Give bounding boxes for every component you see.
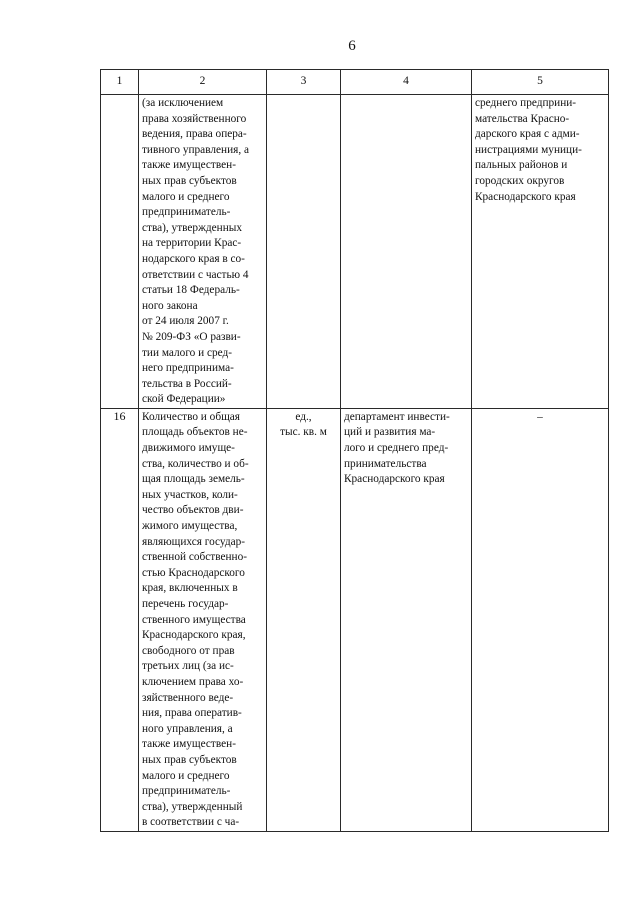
text-line: ственного имущества [142, 613, 246, 626]
text-line: Количество и общая [142, 410, 240, 423]
text-line: пальных районов и [475, 159, 568, 172]
text-line: ных прав субъектов [142, 753, 237, 766]
text-line: тыс. кв. м [280, 426, 327, 439]
notes-cell [472, 408, 609, 831]
text-line: среднего предприни- [475, 97, 577, 109]
text-line: тивного управления, а [142, 143, 249, 156]
unit-cell [267, 408, 341, 831]
text-line: от 24 июля 2007 г. [142, 315, 229, 328]
text-line: в соответствии с ча- [142, 816, 240, 829]
text-line: площадь объектов не- [142, 426, 248, 439]
text-line: перечень государ- [142, 598, 229, 610]
text-line: малого и среднего [142, 190, 230, 203]
text-line: ного управления, а [142, 722, 233, 735]
text-line: городских округов [475, 174, 565, 187]
text-line: дарского края с адми- [475, 128, 580, 141]
text-line: также имуществен- [142, 738, 236, 751]
header-col-2: 2 [139, 70, 267, 95]
text-line: ответствии с частью 4 [142, 268, 249, 281]
text-line: ключением права хо- [142, 675, 244, 688]
indicator-name-cell [139, 95, 267, 409]
text-line: ведения, права опера- [142, 128, 247, 141]
text-line: являющихся государ- [142, 535, 246, 548]
text-line: ед., [295, 410, 312, 423]
page-number: 6 [348, 38, 356, 54]
text-line: (за исключением [142, 97, 224, 109]
text-line: ственной собственно- [142, 551, 247, 564]
indicator-table [100, 69, 609, 832]
text-line: щая площадь земель- [142, 473, 245, 486]
text-line: предприниматель- [142, 785, 231, 798]
text-line: – [537, 410, 543, 423]
text-line: нистрациями муници- [475, 143, 582, 156]
text-line: мательства Красно- [475, 112, 570, 125]
text-line: Краснодарского края [475, 190, 576, 203]
header-col-5: 5 [472, 70, 609, 95]
table-row [101, 95, 609, 409]
text-line: малого и среднего [142, 769, 230, 782]
text-line: края, включенных в [142, 582, 238, 595]
text-line: предприниматель- [142, 206, 231, 219]
row-number-cell: 16 [101, 408, 139, 831]
text-line: тельства в Россий- [142, 377, 232, 390]
text-line: ской Федерации» [142, 393, 226, 406]
text-line: него предпринима- [142, 362, 234, 375]
row-number-cell [101, 95, 139, 409]
text-line: ций и развития ма- [344, 426, 436, 439]
text-line: ного закона [142, 299, 198, 312]
text-line: ных участков, коли- [142, 488, 238, 501]
text-line: права хозяйственного [142, 112, 247, 125]
text-line: тии малого и сред- [142, 346, 233, 359]
text-line: Краснодарского края [344, 473, 445, 486]
text-line: третьих лиц (за ис- [142, 660, 234, 673]
text-line: № 209-ФЗ «О разви- [142, 330, 241, 343]
text-line: ства, количество и об- [142, 457, 249, 470]
text-line: жимого имущества, [142, 520, 238, 533]
text-line: департамент инвести- [344, 410, 450, 423]
text-line: ния, права оператив- [142, 707, 242, 720]
text-line: ства), утвержденный [142, 800, 243, 813]
table-header-row [101, 70, 609, 95]
text-line: нодарского края в со- [142, 252, 245, 265]
text-line: также имуществен- [142, 159, 236, 172]
text-line: стью Краснодарского [142, 566, 245, 579]
text-line: ных прав субъектов [142, 174, 237, 187]
text-line: чество объектов дви- [142, 504, 244, 517]
header-col-1: 1 [101, 70, 139, 95]
header-col-3: 3 [267, 70, 341, 95]
text-line: ства), утвержденных [142, 221, 242, 234]
text-line: Краснодарского края, [142, 629, 246, 642]
text-line: лого и среднего пред- [344, 442, 449, 455]
text-line: принимательства [344, 457, 427, 470]
table-row [101, 408, 609, 831]
responsible-cell [341, 95, 472, 409]
text-line: зяйственного веде- [142, 691, 234, 704]
text-line: свободного от прав [142, 644, 235, 657]
notes-cell [472, 95, 609, 409]
text-line: на территории Крас- [142, 237, 242, 250]
indicator-name-cell [139, 408, 267, 831]
responsible-cell [341, 408, 472, 831]
text-line: движимого имуще- [142, 442, 235, 455]
text-line: статьи 18 Федераль- [142, 284, 240, 297]
unit-cell [267, 95, 341, 409]
header-col-4: 4 [341, 70, 472, 95]
